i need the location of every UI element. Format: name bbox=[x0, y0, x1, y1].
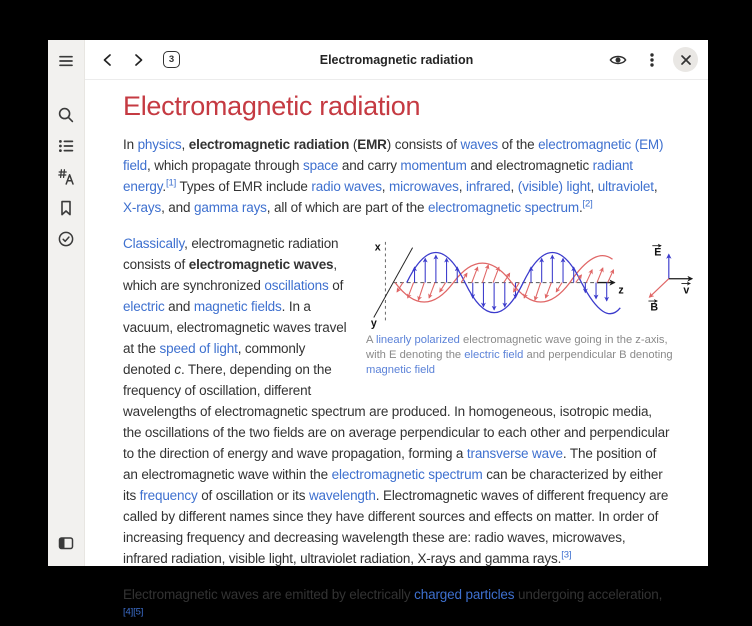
text-segment: ) consists of bbox=[386, 137, 461, 152]
sidebar bbox=[48, 40, 85, 566]
article-link[interactable]: charged particles bbox=[414, 587, 515, 602]
back-button[interactable] bbox=[95, 47, 121, 73]
text-segment: c bbox=[174, 362, 181, 377]
svg-text:v: v bbox=[683, 284, 690, 297]
article-link[interactable]: electromagnetic spectrum bbox=[331, 467, 483, 482]
svg-text:x: x bbox=[374, 241, 381, 254]
languages-icon bbox=[57, 168, 75, 186]
svg-text:z: z bbox=[618, 284, 624, 297]
reference-link[interactable]: [2] bbox=[582, 198, 593, 210]
wave-figure bbox=[366, 236, 696, 378]
article-link[interactable]: microwaves bbox=[389, 179, 459, 194]
article-link[interactable]: electromagnetic spectrum bbox=[427, 200, 579, 215]
article-link[interactable]: physics bbox=[137, 137, 182, 152]
text-segment: and electromagnetic bbox=[466, 158, 593, 173]
article-link[interactable]: electromagnetic (EM) field bbox=[123, 137, 664, 173]
text-segment: ( bbox=[349, 137, 358, 152]
text-segment: Electromagnetic waves are emitted by electrically bbox=[123, 587, 415, 602]
article-link[interactable]: linearly polarized bbox=[375, 334, 460, 347]
text-segment: Types of EMR include bbox=[176, 179, 312, 194]
text-segment: In bbox=[123, 137, 138, 152]
reference-link[interactable]: [4] bbox=[123, 606, 134, 618]
text-segment: and perpendicular B denoting bbox=[523, 349, 673, 362]
main-menu-button[interactable] bbox=[53, 48, 79, 74]
article-link[interactable]: magnetic field bbox=[366, 364, 436, 377]
bookmark-icon bbox=[57, 199, 75, 217]
article-link[interactable]: (visible) light bbox=[517, 179, 591, 194]
reader-view-button[interactable] bbox=[605, 47, 631, 73]
text-segment: electromagnetic wave going in the z-axis, with E denoting the bbox=[366, 334, 668, 362]
sidebar-icon-stack bbox=[53, 102, 79, 252]
article-link[interactable]: frequency bbox=[139, 488, 198, 503]
text-segment: , bbox=[510, 179, 518, 194]
text-segment: , commonly denoted bbox=[123, 341, 306, 377]
languages-button[interactable] bbox=[53, 164, 79, 190]
text-segment: electromagnetic waves bbox=[188, 257, 334, 272]
header-bar bbox=[85, 40, 708, 80]
close-window-button[interactable] bbox=[673, 47, 698, 72]
svg-text:y: y bbox=[370, 317, 377, 330]
article-link[interactable]: infrared bbox=[465, 179, 511, 194]
article-link[interactable]: oscillations bbox=[264, 278, 329, 293]
article-link[interactable]: speed of light bbox=[159, 341, 238, 356]
text-segment: and bbox=[164, 299, 194, 314]
text-segment: can be characterized by either its bbox=[123, 467, 663, 503]
article-link[interactable]: wavelength bbox=[308, 488, 376, 503]
history-button[interactable] bbox=[53, 226, 79, 252]
text-segment: undergoing acceleration, bbox=[514, 587, 663, 602]
article-link[interactable]: transverse wave bbox=[466, 446, 563, 461]
text-segment: , bbox=[590, 179, 598, 194]
paragraph-2 bbox=[123, 233, 690, 569]
text-segment: , electromagnetic radiation consists of bbox=[123, 236, 339, 272]
article-link[interactable]: radio waves bbox=[311, 179, 382, 194]
search-button[interactable] bbox=[53, 102, 79, 128]
article-link[interactable]: radiant energy bbox=[123, 158, 633, 194]
text-segment: , which are synchronized bbox=[123, 257, 338, 293]
article-link[interactable]: X-rays bbox=[123, 200, 162, 215]
article-link[interactable]: ultraviolet bbox=[597, 179, 654, 194]
reference-link[interactable]: [3] bbox=[561, 549, 572, 561]
back-icon bbox=[100, 52, 116, 68]
menu-icon bbox=[57, 52, 75, 70]
text-segment: EMR bbox=[357, 137, 387, 152]
toggle-sidebar-button[interactable] bbox=[53, 530, 79, 556]
svg-text:B: B bbox=[650, 301, 658, 314]
menu-kebab-button[interactable] bbox=[639, 47, 665, 73]
text-segment: , all of which are part of the bbox=[266, 200, 428, 215]
text-segment: of the bbox=[498, 137, 539, 152]
text-segment: and carry bbox=[338, 158, 401, 173]
article-link[interactable]: Classically bbox=[123, 236, 185, 251]
text-segment: . There, depending on the frequency of oscillation, different wavelengths of electromagnetic spectrum are produced. In homogeneous, isotropic media, the oscillations of the two fields are on average perpendicular to each other and perpendicular to the direction of energy and wave propagation, forming a bbox=[123, 362, 670, 461]
text-segment: . Electromagnetic waves of different frequency are called by different names since they have different sources and effects on matter. In order of increasing frequency and decreasing wavelength these are: radio waves, microwaves, infrared radiation, visible light, ultraviolet radiation, X-rays and gamma rays. bbox=[123, 488, 669, 566]
main-area bbox=[85, 40, 708, 618]
forward-icon bbox=[130, 52, 146, 68]
text-segment: . bbox=[578, 200, 583, 215]
em-wave-diagram bbox=[366, 236, 696, 329]
text-segment: , bbox=[653, 179, 658, 194]
text-segment: A bbox=[366, 334, 376, 347]
text-segment: , bbox=[181, 137, 189, 152]
app-window bbox=[48, 40, 708, 618]
tab-counter-button[interactable]: 3 bbox=[163, 51, 180, 68]
text-segment: electromagnetic radiation bbox=[188, 137, 350, 152]
reference-link[interactable]: [5] bbox=[133, 606, 144, 618]
contents-button[interactable] bbox=[53, 133, 79, 159]
kebab-menu-icon bbox=[643, 51, 661, 69]
article-link[interactable]: electric field bbox=[464, 349, 524, 362]
article-link[interactable]: gamma rays bbox=[194, 200, 267, 215]
article-link[interactable]: space bbox=[302, 158, 339, 173]
article-link[interactable]: momentum bbox=[400, 158, 467, 173]
paragraph-3 bbox=[123, 584, 672, 626]
text-segment: . In a vacuum, electromagnetic waves travel at the bbox=[123, 299, 347, 356]
toggle-sidebar-icon bbox=[57, 534, 75, 552]
text-segment: . The position of an electromagnetic wave within the bbox=[123, 446, 657, 482]
contents-list-icon bbox=[57, 137, 75, 155]
article-link[interactable]: magnetic fields bbox=[193, 299, 282, 314]
forward-button[interactable] bbox=[125, 47, 151, 73]
bookmarks-button[interactable] bbox=[53, 195, 79, 221]
text-segment: of bbox=[328, 278, 344, 293]
text-segment: of oscillation or its bbox=[197, 488, 309, 503]
article-view[interactable] bbox=[85, 80, 708, 626]
figure-caption bbox=[366, 333, 678, 378]
article-link[interactable]: waves bbox=[460, 137, 498, 152]
history-icon bbox=[57, 230, 75, 248]
header-right-controls bbox=[605, 47, 698, 73]
text-segment: , bbox=[381, 179, 389, 194]
text-segment: , which propagate through bbox=[147, 158, 303, 173]
reference-link[interactable]: [1] bbox=[166, 177, 177, 189]
eye-icon bbox=[608, 50, 628, 70]
paragraph-1 bbox=[123, 134, 672, 218]
article-title: Electromagnetic radiation bbox=[123, 91, 421, 121]
svg-text:E: E bbox=[654, 246, 662, 259]
text-segment: , and bbox=[161, 200, 194, 215]
text-segment: . bbox=[162, 179, 166, 194]
search-icon bbox=[57, 106, 75, 124]
window-title: Electromagnetic radiation bbox=[319, 52, 474, 67]
text-segment: , bbox=[458, 179, 466, 194]
close-icon bbox=[681, 55, 691, 65]
article-link[interactable]: electric bbox=[123, 299, 165, 314]
